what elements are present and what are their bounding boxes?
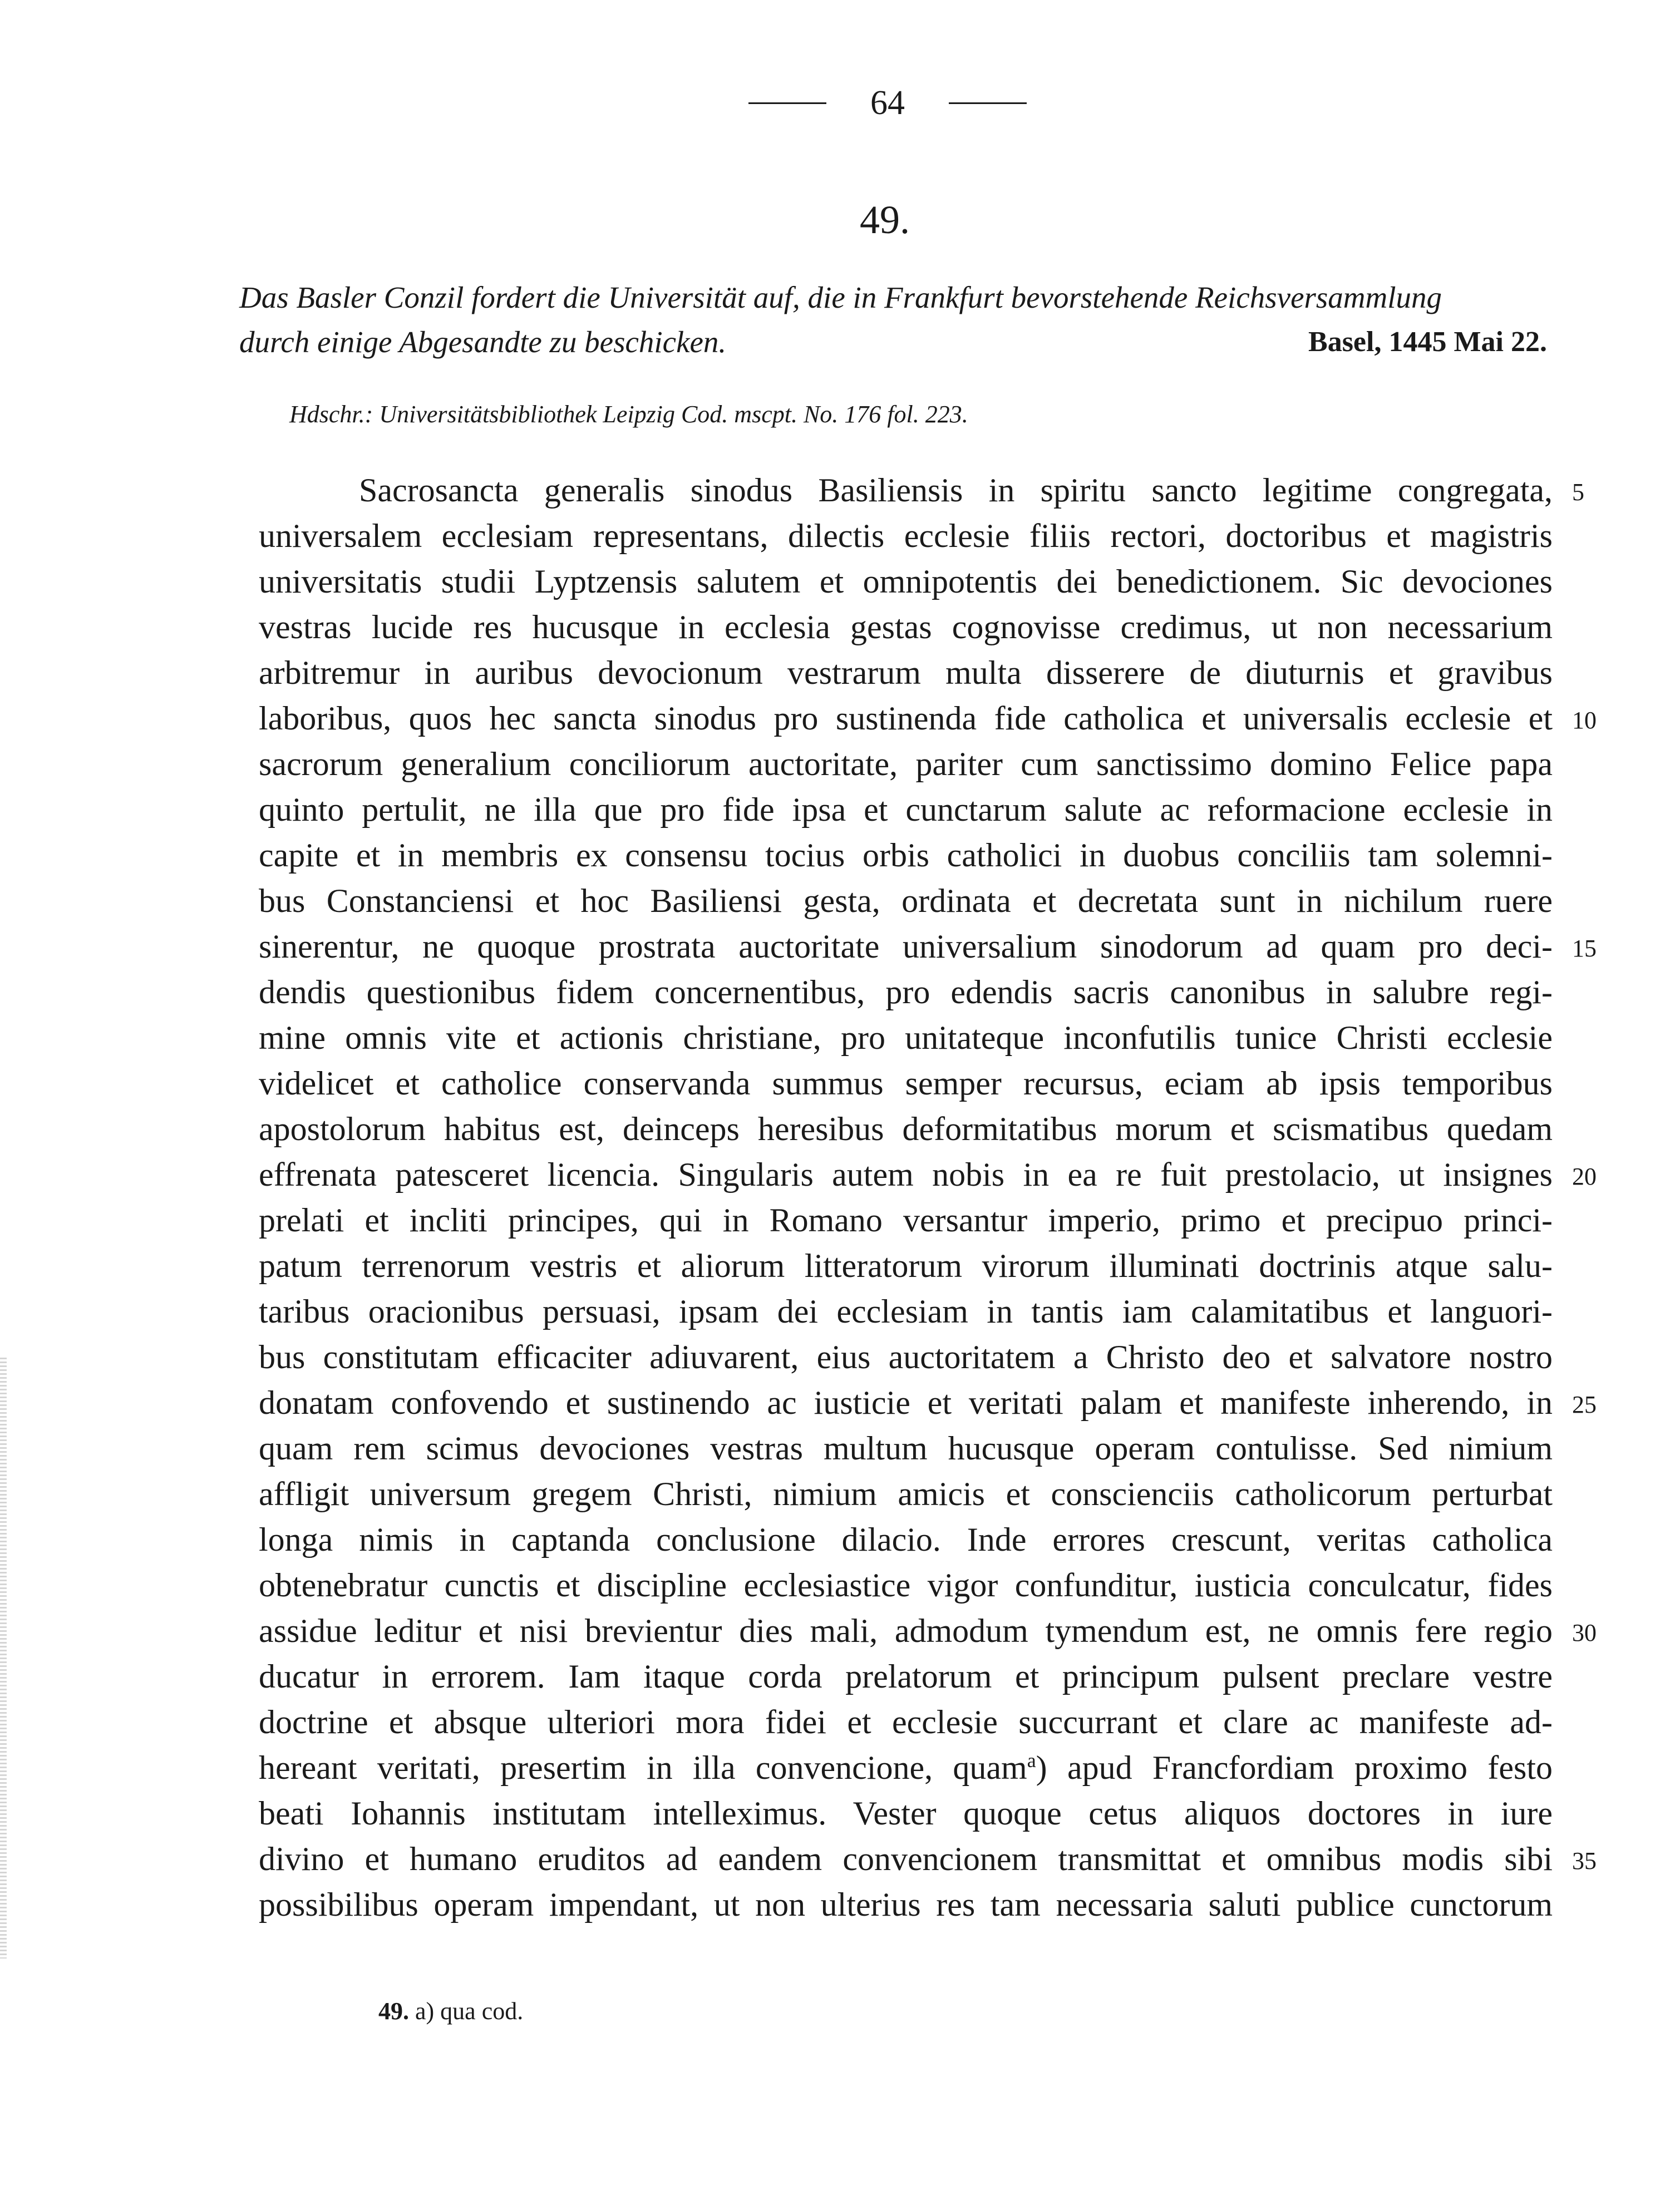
body-line bbox=[259, 1106, 1553, 1152]
body-line-text: effrenata patesceret licencia. Singularis autem nobis in ea re fuit prestolacio, ut insignes bbox=[259, 1156, 1553, 1193]
body-line bbox=[259, 1654, 1553, 1699]
body-line bbox=[259, 1836, 1597, 1882]
body-line bbox=[259, 1197, 1553, 1243]
document-body bbox=[259, 467, 1597, 1927]
body-line bbox=[259, 513, 1553, 559]
body-line bbox=[259, 1471, 1553, 1517]
body-line-text: donatam confovendo et sustinendo ac iusticie et veritati palam et manifeste inherendo, in bbox=[259, 1384, 1553, 1421]
body-line-text: possibilibus operam impendant, ut non ulterius res tam necessaria saluti publice cunctorum bbox=[259, 1886, 1553, 1923]
line-number: 35 bbox=[1572, 1847, 1597, 1875]
line-number: 20 bbox=[1572, 1163, 1597, 1190]
body-line bbox=[259, 1334, 1553, 1380]
body-line bbox=[259, 1380, 1597, 1425]
body-line-text: quam rem scimus devociones vestras multum hucusque operam contulisse. Sed nimium bbox=[259, 1430, 1553, 1467]
body-line-text: videlicet et catholice conservanda summus semper recursus, eciam ab ipsis temporibus bbox=[259, 1065, 1553, 1102]
body-line-text: bus constitutam efficaciter adiuvarent, eius auctoritatem a Christo deo et salvatore nostro bbox=[259, 1339, 1553, 1375]
body-line bbox=[259, 1060, 1553, 1106]
body-line bbox=[259, 1243, 1553, 1289]
body-line bbox=[259, 969, 1553, 1015]
body-line bbox=[259, 1289, 1553, 1334]
body-line bbox=[259, 1562, 1553, 1608]
line-number: 10 bbox=[1572, 707, 1597, 734]
body-line-text-tail: ) apud Francfordiam proximo festo bbox=[1036, 1749, 1553, 1786]
scan-edge-artifact bbox=[0, 1358, 7, 1959]
body-line bbox=[259, 741, 1553, 787]
body-line bbox=[259, 1608, 1597, 1654]
body-line bbox=[259, 559, 1553, 604]
body-line-text: apostolorum habitus est, deinceps heresibus deformitatibus morum et scismatibus quedam bbox=[259, 1111, 1553, 1147]
heading-line-2-text: durch einige Abgesandte zu beschicken. bbox=[239, 325, 727, 359]
body-line-text: doctrine et absque ulteriori mora fidei et ecclesie succurrant et clare ac manifeste ad- bbox=[259, 1704, 1553, 1740]
body-line-text: assidue leditur et nisi brevientur dies mali, admodum tymendum est, ne omnis fere regio bbox=[259, 1612, 1553, 1649]
header-rule-left bbox=[748, 102, 826, 104]
footnote bbox=[378, 1995, 523, 2028]
body-line-text: bus Constanciensi et hoc Basiliensi gesta, ordinata et decretata sunt in nichilum ruere bbox=[259, 882, 1553, 919]
body-line-text: Sacrosancta generalis sinodus Basiliensis in spiritu sancto legitime congregata, bbox=[359, 472, 1553, 509]
body-line bbox=[259, 650, 1553, 695]
body-line-text: universalem ecclesiam representans, dilectis ecclesie filiis rectori, doctoribus et magistris bbox=[259, 517, 1553, 554]
body-line-text: prelati et incliti principes, qui in Romano versantur imperio, primo et precipuo princi- bbox=[259, 1202, 1553, 1239]
footnote-text: a) qua cod. bbox=[415, 1997, 524, 2025]
body-line bbox=[259, 695, 1597, 741]
body-line bbox=[259, 1425, 1553, 1471]
body-line bbox=[259, 1699, 1553, 1745]
manuscript-source: Hdschr.: Universitätsbibliothek Leipzig Cod. mscpt. No. 176 fol. 223. bbox=[289, 401, 968, 428]
body-line-text: longa nimis in captanda conclusione dilacio. Inde errores crescunt, veritas catholica bbox=[259, 1521, 1553, 1558]
page-header bbox=[748, 83, 1027, 128]
body-line bbox=[259, 1517, 1553, 1562]
body-line-text: affligit universum gregem Christi, nimium amicis et conscienciis catholicorum perturbat bbox=[259, 1476, 1553, 1512]
document-date: Basel, 1445 Mai 22. bbox=[1308, 326, 1547, 358]
header-rule-right bbox=[949, 102, 1027, 104]
body-line bbox=[259, 878, 1553, 924]
body-line-text: laboribus, quos hec sancta sinodus pro sustinenda fide catholica et universalis ecclesie et bbox=[259, 700, 1553, 737]
body-line bbox=[259, 604, 1553, 650]
body-line-text: ducatur in errorem. Iam itaque corda prelatorum et principum pulsent preclare vestre bbox=[259, 1658, 1553, 1695]
body-line bbox=[259, 924, 1597, 969]
document-number: 49. bbox=[860, 198, 910, 242]
body-line-text: taribus oracionibus persuasi, ipsam dei ecclesiam in tantis iam calamitatibus et languori- bbox=[259, 1293, 1553, 1330]
body-line-text: capite et in membris ex consensu tocius orbis catholici in duobus conciliis tam solemni- bbox=[259, 837, 1553, 874]
line-number: 30 bbox=[1572, 1619, 1597, 1646]
footnote-marker: a bbox=[1027, 1749, 1036, 1772]
body-line-text: arbitremur in auribus devocionum vestrarum multa disserere de diuturnis et gravibus bbox=[259, 654, 1553, 691]
body-line bbox=[259, 1152, 1597, 1197]
page-number: 64 bbox=[870, 84, 905, 122]
line-number: 15 bbox=[1572, 935, 1597, 962]
document-heading bbox=[239, 275, 1547, 364]
body-line bbox=[259, 1015, 1553, 1060]
heading-line-2 bbox=[239, 320, 1547, 364]
body-line-text: vestras lucide res hucusque in ecclesia gestas cognovisse credimus, ut non necessarium bbox=[259, 609, 1553, 645]
body-line-text: quinto pertulit, ne illa que pro fide ipsa et cunctarum salute ac reformacione ecclesie in bbox=[259, 791, 1553, 828]
heading-line-1: Das Basler Conzil fordert die Universität auf, die in Frankfurt bevorstehende Reichsversammlung bbox=[239, 280, 1442, 314]
body-line-text: beati Iohannis institutam intelleximus. Vester quoque cetus aliquos doctores in iure bbox=[259, 1795, 1553, 1832]
body-line-text: dendis questionibus fidem concernentibus, pro edendis sacris canonibus in salubre regi- bbox=[259, 974, 1553, 1010]
body-line bbox=[259, 1745, 1553, 1790]
body-line bbox=[259, 787, 1553, 832]
line-number: 25 bbox=[1572, 1391, 1597, 1418]
body-line-text: sinerentur, ne quoque prostrata auctoritate universalium sinodorum ad quam pro deci- bbox=[259, 928, 1553, 965]
body-line-text: obtenebratur cunctis et discipline ecclesiastice vigor confunditur, iusticia conculcatur, fides bbox=[259, 1567, 1553, 1604]
line-number: 5 bbox=[1572, 479, 1584, 506]
body-line-text: universitatis studii Lyptzensis salutem et omnipotentis dei benedictionem. Sic devociones bbox=[259, 563, 1553, 600]
body-line bbox=[259, 1882, 1553, 1927]
footnote-ref: 49. bbox=[378, 1997, 409, 2025]
body-line-text: sacrorum generalium conciliorum auctoritate, pariter cum sanctissimo domino Felice papa bbox=[259, 746, 1553, 782]
body-line bbox=[259, 467, 1584, 513]
body-line bbox=[259, 1790, 1553, 1836]
body-line bbox=[259, 832, 1553, 878]
body-line-text: mine omnis vite et actionis christiane, pro unitateque inconfutilis tunice Christi ecclesie bbox=[259, 1019, 1553, 1056]
body-line-text: patum terrenorum vestris et aliorum litteratorum virorum illuminati doctrinis atque salu- bbox=[259, 1247, 1553, 1284]
body-line-text: hereant veritati, presertim in illa convencione, quam bbox=[259, 1749, 1027, 1786]
body-line-text: divino et humano eruditos ad eandem convencionem transmittat et omnibus modis sibi bbox=[259, 1841, 1553, 1877]
